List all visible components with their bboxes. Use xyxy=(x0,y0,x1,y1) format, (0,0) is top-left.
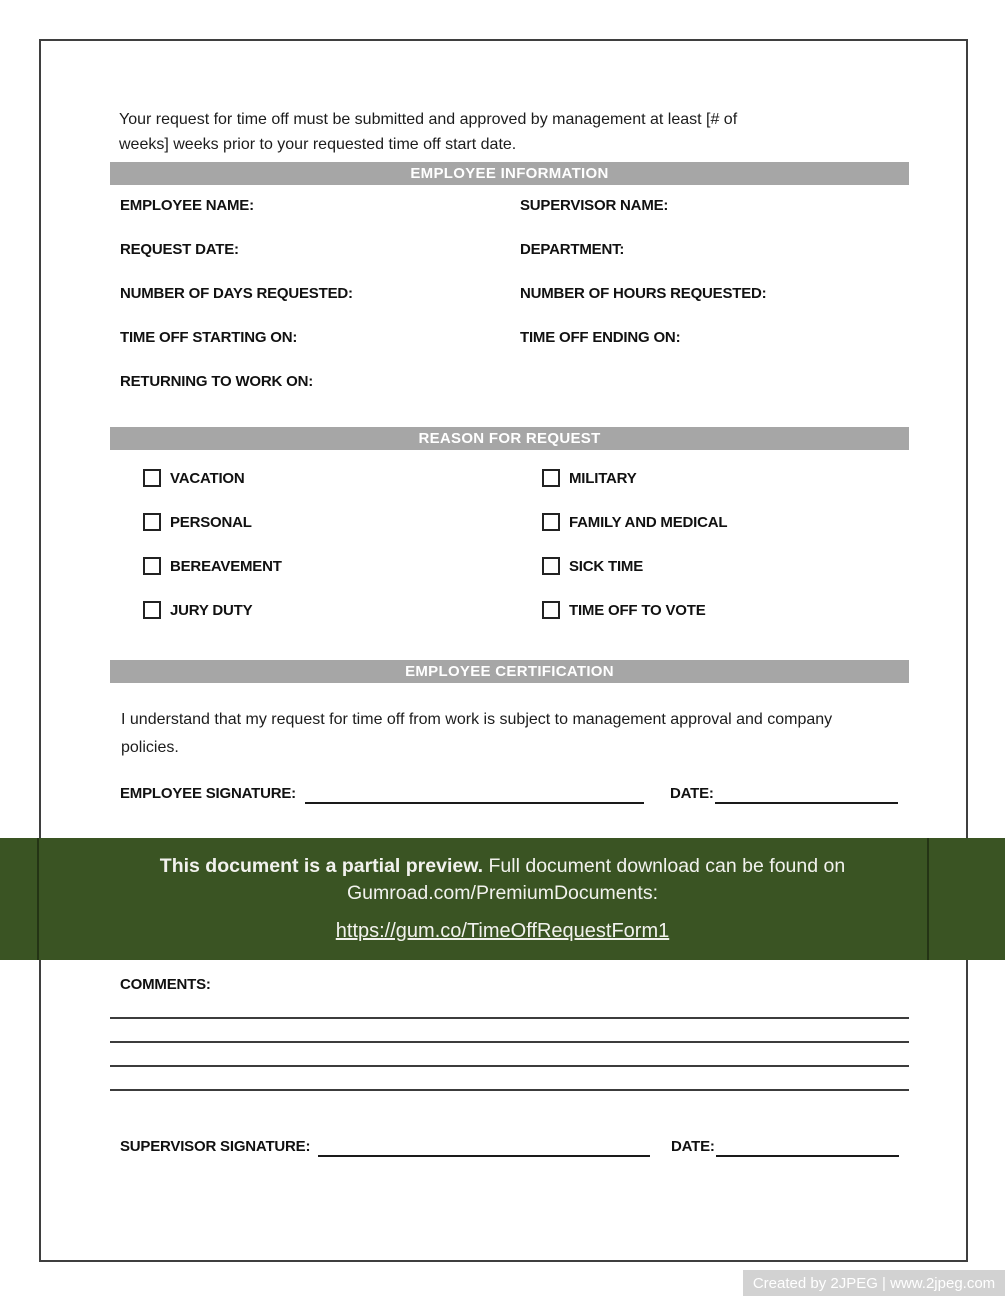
banner-line-2: Gumroad.com/PremiumDocuments: xyxy=(346,882,658,904)
info-row-2 xyxy=(41,241,966,259)
employee-name-label: EMPLOYEE NAME: xyxy=(120,197,254,214)
banner-regular-text: Full document download can be found on xyxy=(483,855,846,877)
info-row-5 xyxy=(41,373,966,391)
reason-row-3 xyxy=(41,557,966,577)
time-off-starting-label: TIME OFF STARTING ON: xyxy=(120,329,298,346)
section-title: EMPLOYEE INFORMATION xyxy=(410,165,609,182)
certification-statement xyxy=(121,706,896,762)
days-requested-label: NUMBER OF DAYS REQUESTED: xyxy=(120,285,353,302)
reason-option-bereavement xyxy=(143,557,282,575)
returning-to-work-label: RETURNING TO WORK ON: xyxy=(120,373,314,390)
personal-label: PERSONAL xyxy=(170,513,252,531)
gumroad-download-link[interactable]: https://gum.co/TimeOffRequestForm1 xyxy=(335,920,670,942)
employee-date-line[interactable] xyxy=(715,785,898,804)
employee-signature-label: EMPLOYEE SIGNATURE: xyxy=(120,785,296,802)
sick-time-checkbox[interactable] xyxy=(542,557,560,575)
reason-option-jury-duty xyxy=(143,601,252,619)
time-off-ending-label: TIME OFF ENDING ON: xyxy=(520,329,681,346)
military-label: MILITARY xyxy=(569,469,637,487)
supervisor-signature-line[interactable] xyxy=(318,1138,650,1157)
supervisor-date-label: DATE: xyxy=(671,1138,715,1155)
supervisor-signature-label: SUPERVISOR SIGNATURE: xyxy=(120,1138,311,1155)
reason-option-time-off-to-vote xyxy=(542,601,706,619)
section-header-employee-certification xyxy=(110,660,909,683)
banner-bold-text: This document is a partial preview. xyxy=(159,855,484,877)
info-row-1 xyxy=(41,197,966,215)
employee-signature-line[interactable] xyxy=(305,785,644,804)
intro-line-2: weeks] weeks prior to your requested time off start date. xyxy=(119,136,517,153)
comment-line[interactable] xyxy=(110,1067,909,1091)
jury-duty-label: JURY DUTY xyxy=(170,601,253,619)
reason-option-personal xyxy=(143,513,252,531)
page-border-overlay-right xyxy=(927,838,929,960)
reason-row-4 xyxy=(41,601,966,621)
form-page xyxy=(39,39,968,1262)
reason-option-family-and-medical xyxy=(542,513,727,531)
section-title: EMPLOYEE CERTIFICATION xyxy=(405,663,614,680)
employee-signature-row xyxy=(41,785,966,807)
time-off-to-vote-label: TIME OFF TO VOTE xyxy=(569,601,706,619)
request-date-label: REQUEST DATE: xyxy=(120,241,239,258)
info-row-4 xyxy=(41,329,966,347)
comments-label: COMMENTS: xyxy=(120,976,211,993)
comment-line[interactable] xyxy=(110,995,909,1019)
military-checkbox[interactable] xyxy=(542,469,560,487)
family-and-medical-label: FAMILY AND MEDICAL xyxy=(569,513,728,531)
reason-option-sick-time xyxy=(542,557,643,575)
banner-line-1 xyxy=(0,853,1005,880)
supervisor-signature-row xyxy=(41,1138,966,1160)
supervisor-name-label: SUPERVISOR NAME: xyxy=(520,197,669,214)
time-off-to-vote-checkbox[interactable] xyxy=(542,601,560,619)
hours-requested-label: NUMBER OF HOURS REQUESTED: xyxy=(520,285,767,302)
creator-watermark: Created by 2JPEG | www.2jpeg.com xyxy=(743,1270,1005,1296)
section-header-reason-for-request xyxy=(110,427,909,450)
reason-row-2 xyxy=(41,513,966,533)
reason-row-1 xyxy=(41,469,966,489)
page-border-overlay-left xyxy=(37,838,39,960)
partial-preview-banner xyxy=(0,838,1005,960)
intro-paragraph xyxy=(119,107,859,157)
family-and-medical-checkbox[interactable] xyxy=(542,513,560,531)
comment-line[interactable] xyxy=(110,1043,909,1067)
info-row-3 xyxy=(41,285,966,303)
comment-line[interactable] xyxy=(110,1019,909,1043)
section-title: REASON FOR REQUEST xyxy=(418,430,601,447)
jury-duty-checkbox[interactable] xyxy=(143,601,161,619)
personal-checkbox[interactable] xyxy=(143,513,161,531)
vacation-label: VACATION xyxy=(170,469,245,487)
intro-line-1: Your request for time off must be submitted and approved by management at least [# of xyxy=(119,111,738,128)
sick-time-label: SICK TIME xyxy=(569,557,644,575)
supervisor-date-line[interactable] xyxy=(716,1138,899,1157)
comments-area[interactable] xyxy=(110,995,909,1091)
reason-option-vacation xyxy=(143,469,245,487)
vacation-checkbox[interactable] xyxy=(143,469,161,487)
certification-line-1: I understand that my request for time off from work is subject to management approval and company xyxy=(121,711,833,728)
employee-date-label: DATE: xyxy=(670,785,714,802)
department-label: DEPARTMENT: xyxy=(520,241,625,258)
section-header-employee-information xyxy=(110,162,909,185)
bereavement-checkbox[interactable] xyxy=(143,557,161,575)
bereavement-label: BEREAVEMENT xyxy=(170,557,282,575)
reason-option-military xyxy=(542,469,637,487)
certification-line-2: policies. xyxy=(121,739,179,756)
